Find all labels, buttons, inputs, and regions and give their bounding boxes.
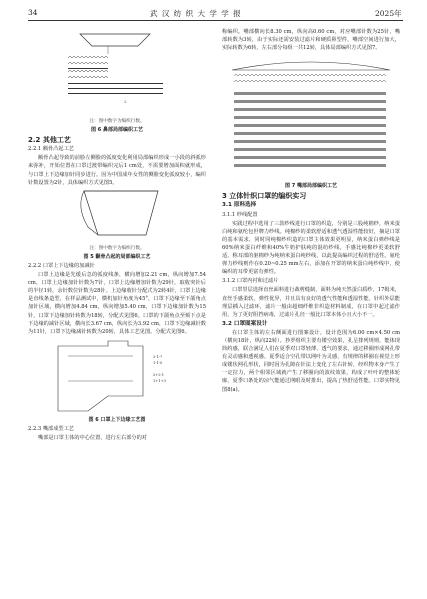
edge-process-figure [28,336,206,416]
fig5-note: 注：图中数字为编织行数。 [89,245,145,251]
para-right-top: 称编织。嘴部横向长8.30 cm，纵向高0.60 cm，对应嘴部针数为25针，嘴部转数为3转，由于实际还需安装过滤片和硬质鼻型件，嘴部空间进行加大，实际转数为6转，左右部分每组一共12转，具体局部编织方式见图7。 [222,29,400,52]
section-3-1-2: 3.1.2 口罩内衬和过滤片 [222,278,279,285]
fig7-caption: 图 7 嘴部局部编织工艺 [285,183,337,190]
para-2-2-3: 嘴部是口罩主体的中心位置，进行左右部分的对 [38,434,147,441]
left-column [28,28,206,442]
fig6-caption: 图 6 鼻部局部编织工艺 [91,127,143,134]
section-2-2-1: 2.2.1 额骨凸起工艺 [28,146,74,153]
section-2-2-3: 2.2.3 嘴部成型工艺 [28,425,74,432]
cheekbone-figure [28,187,206,245]
section-3: 3 立体针织口罩的编织实习 [222,192,307,201]
svg-text:1+1+3: 1+1+3 [153,378,166,383]
para-3-2: 在口罩主体的左右侧面进行图案设计，设计范围为6.00 cm×4.50 cm（横向18针，纵向22转）。抄罗组织主要有镂空效果，孔呈排列规则，能体现简约感，联合满足人们在夏季对口罩轻薄、透气的要求，通过移圈形成网孔带有灵动感和透视感。夏季适合空孔带以网叶为灵感，有规律的移圈在视觉上形成镂状网孔形状，同时因为孔隙在针法上变化了左右针转，经织物本身产生了一定拉力，两个相邻区域就产生了移圈向的波纹效果，构成了叶叶的整体轮廓，夏季口条处的凉气能通过网眼及时排出，提高了热舒适性能。口罩实物见图8(a)。 [222,329,400,393]
journal-title: 武 汉 纺 织 大 学 学 报 [150,9,242,18]
svg-text:2+2-1: 2+2-1 [153,372,165,377]
fig6-note: 注：图中数字为编织行数。 [89,119,145,124]
svg-text:2-1-7: 2-1-7 [153,354,163,359]
header-rule [28,20,403,21]
svg-text:1-1-0: 1-1-0 [153,360,163,365]
para-2-2-2: 口罩上边缘是先缓后急的弧度线条，横向增加2.21 cm，纵向增加7.54 cm，口罩上边缘加针针数为7针，口罩上边缘增加针数为29针，取收突针后的半径1转，余针数位针数为28针。上边缘收针分配式为2转4针，口罩上边缘是直线条造型，在样品测试中，横机加针角度为45°，口罩下边缘至下颌角点加针区域，横向增加4.84 cm，纵向增加5.40 cm，口罩下边缘加针数为15针，口罩下边缘加针转数为18转，分配式见图6。口罩的下颌角点至颏下点是下边缘的减针区域，横向长3.67 cm，纵向长为3.92 cm，口罩下边缘减针数为11针，口罩下边缘减针转数为20转，具体工艺见图。分配式见图6。 [28,272,206,335]
para-2-2-1: 额骨凸起导致的前脸左侧脸的弧度变化利用局部编织形成一小段的斜弧形来弥补，开始位置在口罩过渡带编织完后1 cm处，不需要增加面积就形成，与口罩上下边缘加针同步进行。因为中国成年女性的侧脸变化弧度较小，编织针数设置为2针，具体编织方式见图5。 [28,155,206,186]
year-label: 2025年 [375,9,402,18]
para-3-1-1: 实践过程中选用了三款纱线进行口罩的织造，分别是三股纯棉纱，纳米蛋白纯和氨纶包世牌力纱线。纯棉纱的柔软舒适和透气透湿性能较好，摘是口罩的基本需求，同时同纯棉纱织造的口罩主体效果更明显，纳米蛋白弹纱线是60%纳米蛋白纤维和40%牛奶护肤纯的混纺纱线，手感比纯棉纱更柔软舒适，称耳部的驱棉纱为纯纳米蛋白纯纱线，以此提高编织过程的舒适性。氨纶弹力纱线则作在0.20~0.25 mm左右，添加在开罩的纳米蛋白纯纱线中，使编织的耳带更富有弹性。 [222,220,400,276]
svg-text:2: 2 [124,99,127,104]
page-number: 34 [28,8,38,17]
section-3-1-1: 3.1.1 纱线配置 [222,211,258,218]
fig5-caption: 图 5 颧骨凸起的局部编织工艺 [83,253,151,260]
fig6b-caption: 图 6 口罩上下边缘工艺图 [88,416,146,423]
section-3-1: 3.1 原料选择 [222,202,257,209]
nose-knitting-figure [28,28,206,118]
section-2-2: 2.2 其他工艺 [28,136,71,145]
mouth-knitting-figure [222,52,400,182]
para-3-1-2: 口罩里层选择直丝面料进行裁剪缝制，面料为纯天然蛋白质纱，17姆米，直丝手感柔软，弹性优异，并且具有良好的透气性能和透湿性能。针织外层能理层插入过滤环，滤片一般由超细纤维非织造材料制成，在口罩中起过滤作用，为了更好阻挡病毒，过滤片孔径一般比口罩本体小且大小不一。 [222,287,400,318]
right-column [222,28,400,394]
section-3-2: 3.2 口罩图案设计 [222,320,268,327]
section-2-2-2: 2.2.2 口罩上下边缘的加减针 [28,262,95,269]
